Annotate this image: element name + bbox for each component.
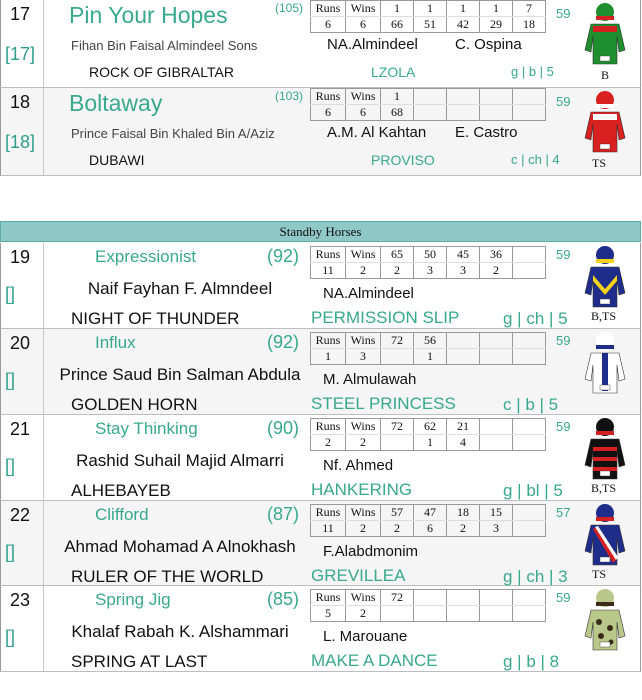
dam-name: LZOLA bbox=[371, 64, 416, 80]
column-divider bbox=[43, 329, 44, 414]
horse-name-link[interactable]: Spring Jig bbox=[95, 590, 171, 609]
wins-header: Wins bbox=[346, 419, 381, 435]
form-bottom-cell bbox=[513, 263, 546, 279]
form-top-cell: 15 bbox=[480, 505, 513, 521]
form-top-cell bbox=[414, 89, 447, 105]
form-bottom-cell bbox=[414, 105, 447, 121]
dam-name: STEEL PRINCESS bbox=[311, 394, 456, 413]
wins-value: 2 bbox=[346, 521, 381, 537]
form-bottom-cell bbox=[381, 435, 414, 451]
form-top-cell bbox=[513, 419, 546, 435]
form-top-cell: 72 bbox=[381, 333, 414, 349]
weight-value: 59 bbox=[556, 6, 571, 21]
form-bottom-cell: 2 bbox=[381, 521, 414, 537]
age-color-stats: g | ch | 5 bbox=[503, 309, 568, 328]
sire-name: DUBAWI bbox=[89, 152, 145, 168]
jockey-silks-icon bbox=[583, 503, 627, 572]
form-top-cell bbox=[480, 333, 513, 349]
owner-name: Khalaf Rabah K. Alshammari bbox=[71, 622, 289, 641]
form-top-cell: 57 bbox=[381, 505, 414, 521]
form-grid bbox=[310, 332, 546, 365]
weight-value: 59 bbox=[556, 590, 571, 605]
form-top-cell: 1 bbox=[381, 1, 414, 17]
form-bottom-cell bbox=[447, 105, 480, 121]
jockey-name: M. Almulawah bbox=[323, 371, 417, 388]
column-divider bbox=[43, 88, 44, 175]
trainer-name: C. Ospina bbox=[455, 36, 522, 53]
form-bottom-cell bbox=[513, 521, 546, 537]
sire-name: GOLDEN HORN bbox=[71, 395, 198, 414]
form-top-cell: 56 bbox=[414, 333, 447, 349]
form-top-cell bbox=[480, 590, 513, 606]
weight-value: 59 bbox=[556, 247, 571, 262]
jockey-silks-icon bbox=[583, 245, 627, 314]
age-color-stats: g | b | 8 bbox=[503, 652, 560, 671]
draw-index: [] bbox=[5, 456, 16, 476]
form-top-cell bbox=[447, 333, 480, 349]
form-bottom-cell bbox=[513, 435, 546, 451]
runs-header: Runs bbox=[311, 333, 346, 349]
form-grid bbox=[310, 88, 546, 121]
form-bottom-cell: 3 bbox=[414, 263, 447, 279]
wins-value: 2 bbox=[346, 435, 381, 451]
form-bottom-cell: 51 bbox=[414, 17, 447, 33]
gear-code: B,TS bbox=[591, 481, 617, 495]
form-top-cell: 1 bbox=[447, 1, 480, 17]
form-bottom-cell: 1 bbox=[414, 349, 447, 365]
form-bottom-cell bbox=[513, 349, 546, 365]
runs-header: Runs bbox=[311, 419, 346, 435]
owner-name: Naif Fayhan F. Almndeel bbox=[87, 279, 273, 298]
form-bottom-cell: 18 bbox=[513, 17, 546, 33]
form-grid bbox=[310, 246, 546, 279]
jockey-name: Nf. Ahmed bbox=[323, 457, 394, 474]
form-top-cell bbox=[513, 590, 546, 606]
form-top-cell bbox=[480, 89, 513, 105]
wins-header: Wins bbox=[346, 89, 381, 105]
runs-value: 11 bbox=[311, 263, 346, 279]
column-divider bbox=[43, 415, 44, 500]
age-color-stats: g | b | 5 bbox=[511, 64, 554, 79]
form-bottom-cell bbox=[480, 349, 513, 365]
form-bottom-cell: 29 bbox=[480, 17, 513, 33]
wins-header: Wins bbox=[346, 505, 381, 521]
runs-header: Runs bbox=[311, 247, 346, 263]
owner-name: Fihan Bin Faisal Almindeel Sons bbox=[71, 38, 258, 53]
dam-name: HANKERING bbox=[311, 480, 413, 499]
runs-value: 1 bbox=[311, 349, 346, 365]
dam-name: PERMISSION SLIP bbox=[311, 308, 460, 327]
jockey-silks-icon bbox=[583, 331, 627, 400]
form-bottom-cell: 4 bbox=[447, 435, 480, 451]
horse-rating: (103) bbox=[275, 89, 304, 103]
gear-code: TS bbox=[592, 156, 607, 170]
owner-name: Prince Saud Bin Salman Abdula bbox=[59, 365, 301, 384]
horse-card[interactable] bbox=[0, 586, 641, 672]
form-bottom-cell: 2 bbox=[447, 521, 480, 537]
wins-header: Wins bbox=[346, 333, 381, 349]
sire-name: ROCK OF GIBRALTAR bbox=[89, 64, 234, 80]
form-top-cell: 47 bbox=[414, 505, 447, 521]
jockey-name: L. Marouane bbox=[323, 628, 408, 645]
form-grid bbox=[310, 0, 546, 33]
weight-value: 59 bbox=[556, 419, 571, 434]
form-bottom-cell bbox=[480, 105, 513, 121]
runs-header: Runs bbox=[311, 89, 346, 105]
column-divider bbox=[43, 0, 44, 87]
wins-header: Wins bbox=[346, 247, 381, 263]
draw-index: [18] bbox=[5, 132, 36, 152]
horse-name-link[interactable]: Boltaway bbox=[69, 90, 163, 116]
horse-rating: (85) bbox=[267, 589, 300, 609]
horse-number: 20 bbox=[10, 333, 31, 353]
form-bottom-cell bbox=[480, 435, 513, 451]
horse-number: 23 bbox=[10, 590, 31, 610]
horse-rating: (90) bbox=[267, 418, 300, 438]
runs-value: 6 bbox=[311, 17, 346, 33]
form-top-cell: 21 bbox=[447, 419, 480, 435]
form-bottom-cell: 2 bbox=[480, 263, 513, 279]
horse-card[interactable] bbox=[0, 501, 641, 586]
horse-number: 17 bbox=[10, 4, 31, 24]
horse-number: 21 bbox=[10, 419, 31, 439]
runs-header: Runs bbox=[311, 590, 346, 606]
form-top-cell: 1 bbox=[414, 1, 447, 17]
sire-name: ALHEBAYEB bbox=[71, 481, 171, 500]
horse-name-link[interactable]: Stay Thinking bbox=[95, 419, 198, 438]
form-top-cell: 62 bbox=[414, 419, 447, 435]
horse-rating: (105) bbox=[275, 1, 304, 15]
form-top-cell: 50 bbox=[414, 247, 447, 263]
wins-value: 3 bbox=[346, 349, 381, 365]
jockey-name: F.Alabdmonim bbox=[323, 543, 419, 560]
form-bottom-cell: 3 bbox=[480, 521, 513, 537]
form-top-cell: 65 bbox=[381, 247, 414, 263]
horse-number: 19 bbox=[10, 247, 31, 267]
form-grid bbox=[310, 589, 546, 622]
form-bottom-cell: 1 bbox=[414, 435, 447, 451]
wins-value: 6 bbox=[346, 17, 381, 33]
form-top-cell bbox=[447, 89, 480, 105]
wins-header: Wins bbox=[346, 1, 381, 17]
horse-card[interactable] bbox=[0, 329, 641, 415]
age-color-stats: c | b | 5 bbox=[503, 395, 559, 414]
form-bottom-cell bbox=[513, 105, 546, 121]
horse-name-link[interactable]: Expressionist bbox=[95, 247, 197, 266]
jockey-silks-icon bbox=[583, 588, 627, 657]
horse-card[interactable] bbox=[0, 88, 641, 176]
age-color-stats: c | ch | 4 bbox=[511, 152, 560, 167]
dam-name: GREVILLEA bbox=[311, 566, 406, 585]
form-top-cell bbox=[447, 590, 480, 606]
horse-name-link[interactable]: Pin Your Hopes bbox=[69, 2, 228, 28]
gear-code: TS bbox=[592, 567, 607, 581]
form-top-cell: 1 bbox=[480, 1, 513, 17]
horse-rating: (92) bbox=[267, 332, 300, 352]
form-top-cell bbox=[480, 419, 513, 435]
runs-value: 11 bbox=[311, 521, 346, 537]
age-color-stats: g | ch | 3 bbox=[503, 567, 568, 586]
jockey-name: A.M. Al Kahtan bbox=[327, 124, 427, 141]
sire-name: NIGHT OF THUNDER bbox=[71, 309, 240, 328]
form-bottom-cell bbox=[447, 606, 480, 622]
standby-section-header: Standby Horses bbox=[0, 221, 641, 242]
form-top-cell: 72 bbox=[381, 590, 414, 606]
runs-value: 6 bbox=[311, 105, 346, 121]
form-top-cell: 1 bbox=[381, 89, 414, 105]
draw-index: [] bbox=[5, 370, 16, 390]
draw-index: [] bbox=[5, 627, 16, 647]
owner-name: Ahmad Mohamad A Alnokhash bbox=[64, 537, 296, 556]
form-bottom-cell: 2 bbox=[381, 263, 414, 279]
jockey-silks-icon bbox=[583, 2, 627, 71]
jockey-silks-icon bbox=[583, 417, 627, 486]
form-bottom-cell bbox=[447, 349, 480, 365]
column-divider bbox=[43, 501, 44, 585]
form-bottom-cell: 6 bbox=[414, 521, 447, 537]
form-top-cell bbox=[414, 590, 447, 606]
form-bottom-cell: 68 bbox=[381, 105, 414, 121]
draw-index: [17] bbox=[5, 44, 36, 64]
form-bottom-cell: 3 bbox=[447, 263, 480, 279]
form-bottom-cell bbox=[381, 349, 414, 365]
draw-index: [] bbox=[5, 542, 16, 562]
form-bottom-cell bbox=[480, 606, 513, 622]
runs-header: Runs bbox=[311, 505, 346, 521]
horse-rating: (92) bbox=[267, 246, 300, 266]
runs-value: 2 bbox=[311, 435, 346, 451]
horse-card[interactable] bbox=[0, 0, 641, 88]
form-top-cell bbox=[513, 505, 546, 521]
wins-value: 2 bbox=[346, 263, 381, 279]
form-bottom-cell: 42 bbox=[447, 17, 480, 33]
form-bottom-cell bbox=[513, 606, 546, 622]
runs-header: Runs bbox=[311, 1, 346, 17]
horse-name-link[interactable]: Influx bbox=[95, 333, 136, 352]
horse-number: 18 bbox=[10, 92, 31, 112]
weight-value: 57 bbox=[556, 505, 571, 520]
horse-card[interactable] bbox=[0, 243, 641, 329]
form-grid bbox=[310, 418, 546, 451]
sire-name: RULER OF THE WORLD bbox=[71, 567, 264, 586]
horse-number: 22 bbox=[10, 505, 31, 525]
dam-name: PROVISO bbox=[371, 152, 435, 168]
owner-name: Rashid Suhail Majid Almarri bbox=[76, 451, 284, 470]
wins-value: 2 bbox=[346, 606, 381, 622]
horse-name-link[interactable]: Clifford bbox=[95, 505, 149, 524]
form-grid bbox=[310, 504, 546, 537]
form-top-cell: 18 bbox=[447, 505, 480, 521]
owner-name: Prince Faisal Bin Khaled Bin A/Aziz bbox=[71, 126, 275, 141]
jockey-name: NA.Almindeel bbox=[323, 285, 414, 302]
column-divider bbox=[43, 586, 44, 671]
runs-value: 5 bbox=[311, 606, 346, 622]
form-top-cell: 36 bbox=[480, 247, 513, 263]
form-top-cell: 7 bbox=[513, 1, 546, 17]
form-top-cell: 45 bbox=[447, 247, 480, 263]
weight-value: 59 bbox=[556, 94, 571, 109]
gear-code: B,TS bbox=[591, 309, 617, 323]
age-color-stats: g | bl | 5 bbox=[503, 481, 563, 500]
form-bottom-cell bbox=[381, 606, 414, 622]
sire-name: SPRING AT LAST bbox=[71, 652, 208, 671]
wins-header: Wins bbox=[346, 590, 381, 606]
column-divider bbox=[43, 243, 44, 328]
trainer-name: E. Castro bbox=[455, 124, 518, 141]
form-bottom-cell: 66 bbox=[381, 17, 414, 33]
horse-card[interactable] bbox=[0, 415, 641, 501]
draw-index: [] bbox=[5, 284, 16, 304]
wins-value: 6 bbox=[346, 105, 381, 121]
jockey-name: NA.Almindeel bbox=[327, 36, 418, 53]
weight-value: 59 bbox=[556, 333, 571, 348]
form-top-cell bbox=[513, 247, 546, 263]
form-top-cell bbox=[513, 333, 546, 349]
horse-rating: (87) bbox=[267, 504, 300, 524]
jockey-silks-icon bbox=[583, 90, 627, 159]
gear-code: B bbox=[601, 68, 610, 82]
form-bottom-cell bbox=[414, 606, 447, 622]
form-top-cell: 72 bbox=[381, 419, 414, 435]
form-top-cell bbox=[513, 89, 546, 105]
dam-name: MAKE A DANCE bbox=[311, 651, 438, 670]
